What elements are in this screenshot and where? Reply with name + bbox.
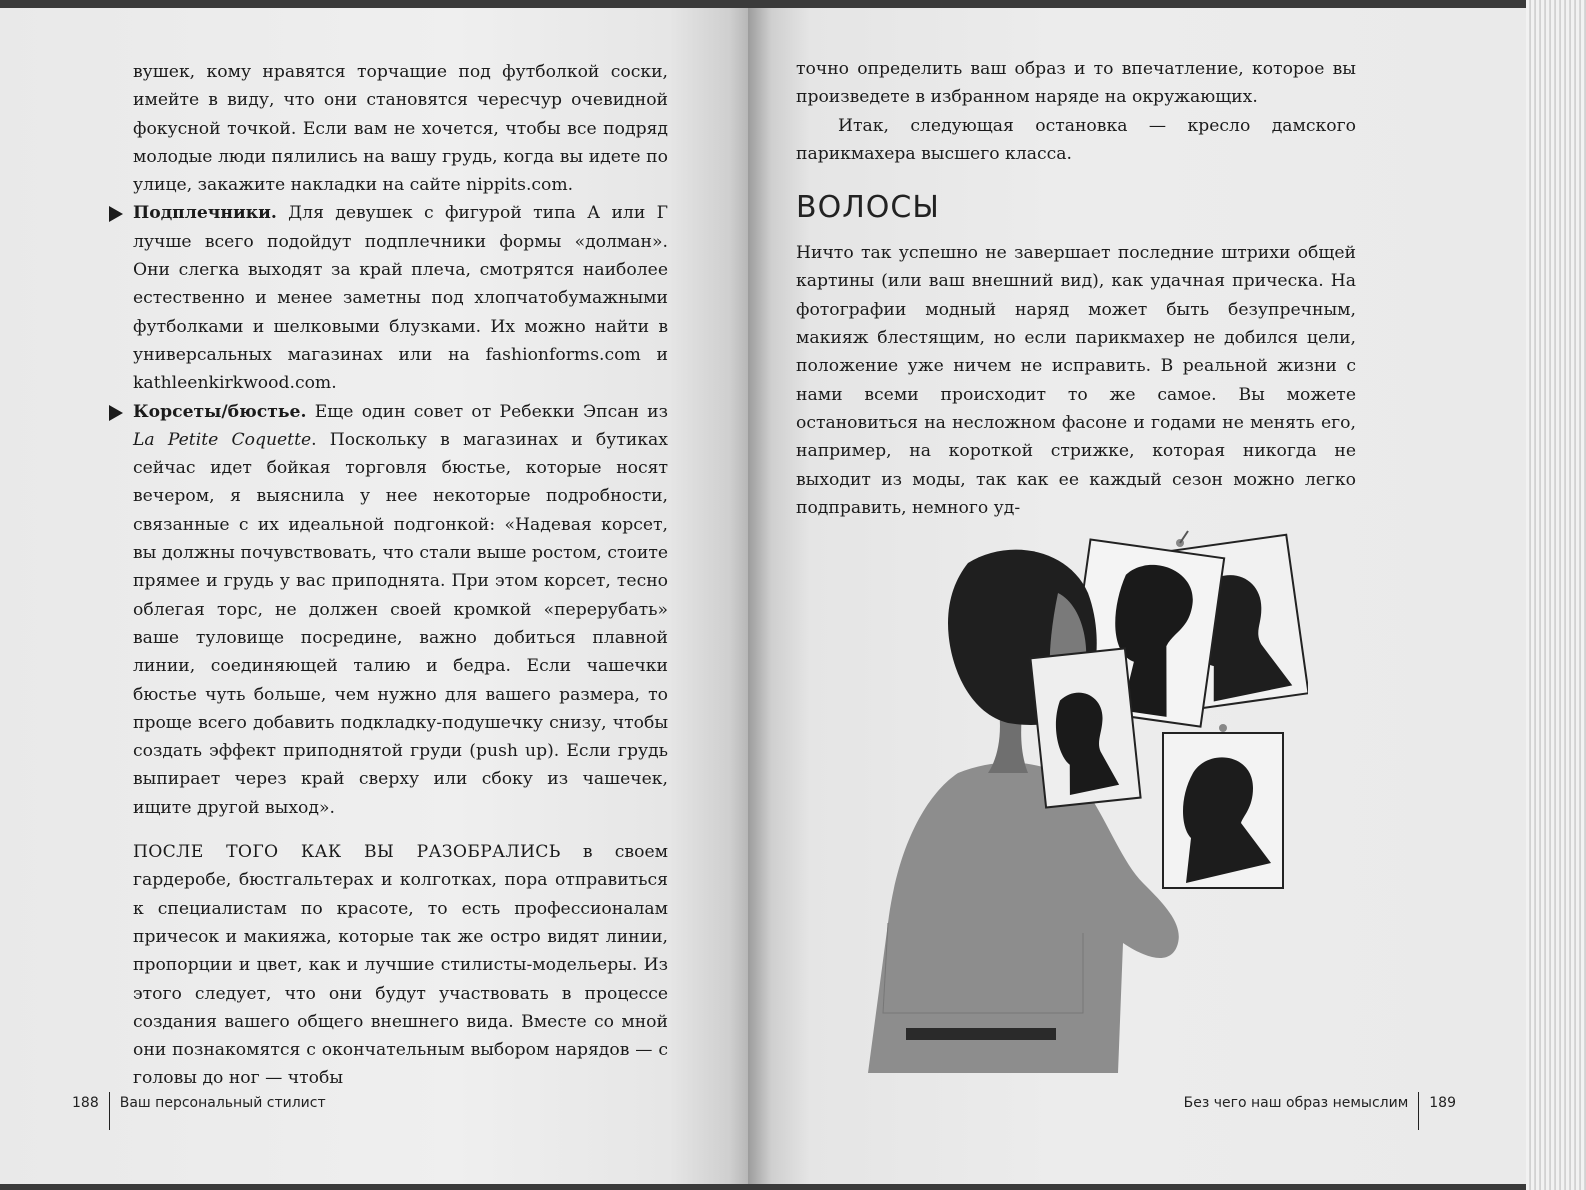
photo-frame-bottom bbox=[1163, 724, 1283, 888]
bullet-italic-name: La Petite Coquette bbox=[133, 429, 312, 450]
bullet-shoulder-pads bbox=[133, 199, 668, 397]
paragraph-text: в своем гардеробе, бюстгальтерах и колготках, пора отправиться к специалистам по красоте, то есть профессионалам причесок и макияжа, которые так же остро видят линии, пропорции и цвет, как и лучшие стилисты-модельеры. Из этого следует, что они будут участвовать в процессе создания вашего общего внешнего вида. Вместе со мной они познакомятся с окончательным выбором нарядов — с головы до ног — чтобы bbox=[133, 842, 668, 1089]
right-paragraph-3: Ничто так успешно не завершает последние штрихи общей картины (или ваш внешний вид), как удачная прическа. На фотографии модный наряд может быть безупречным, макияж блестящим, но если парикмахер не добился цели, положение уже ничем не исправить. В реальной жизни с нами всеми происходит то же самое. Вы можете остановиться на несложном фасоне и годами не менять его, например, на короткой стрижке, которая никогда не выходит из моды, так как ее каждый сезон можно легко подправить, немного уд- bbox=[796, 243, 1356, 518]
bullet-triangle-icon bbox=[109, 405, 123, 421]
bullet-triangle-icon bbox=[109, 206, 123, 222]
left-footer bbox=[72, 1084, 326, 1122]
bullet-text-continued: . Поскольку в магазинах и бутиках сейчас идет бойкая торговля бюстье, которые носят вечером, я выяснила у нее некоторые подробности, связанные с их идеальной подгонкой: «Надевая корсет, вы должны почувствовать, что стали выше ростом, стоите прямее и грудь у вас приподнята. При этом корсет, тесно облегая торс, не должен своей кромкой «перерубать» ваше туловище посредине, важно добиться плавной линии, соединяющей талию и бедра. Если чашечки бюстье чуть больше, чем нужно для вашего размера, то проще всего добавить подкладку-подушечку снизу, чтобы создать эффект приподнятой груди (push up). Если грудь выпирает через край сверху или сбоку из чашечек, ищите другой выход». bbox=[133, 429, 668, 818]
footer-divider bbox=[1418, 1092, 1419, 1130]
photo-frame-held bbox=[1030, 648, 1140, 807]
running-head: Ваш персональный стилист bbox=[119, 1095, 326, 1111]
right-text-column bbox=[796, 55, 1356, 522]
page-number: 188 bbox=[72, 1095, 99, 1111]
section-heading: ВОЛОСЫ bbox=[796, 190, 940, 226]
right-paragraph-2: Итак, следующая остановка — кресло дамского парикмахера высшего класса. bbox=[796, 115, 1356, 164]
left-closing-paragraph bbox=[133, 838, 668, 1093]
bullet-corsets bbox=[133, 398, 668, 822]
footer-divider bbox=[109, 1092, 110, 1130]
paragraph-lead-in: ПОСЛЕ ТОГО КАК ВЫ РАЗОБРАЛИСЬ bbox=[133, 842, 561, 863]
page-number: 189 bbox=[1429, 1095, 1456, 1111]
bullet-title: Подплечники. bbox=[133, 203, 277, 224]
page-block-edges bbox=[1526, 0, 1586, 1190]
bullet-title: Корсеты/бюстье. bbox=[133, 401, 307, 422]
running-head: Без чего наш образ немыслим bbox=[1183, 1095, 1409, 1111]
bullet-text: Для девушек с фигурой типа А или Г лучше всего подойдут подплечники формы «долман». Они слегка выходят за край плеча, смотрятся наиболее естественно и менее заметны под хлопчатобумажными футболками и шелковыми блузками. Их можно найти в универсальных магазинах или на fashionforms.com и kathleenkirkwood.com. bbox=[133, 203, 668, 394]
left-intro-paragraph: вушек, кому нравятся торчащие под футболкой соски, имейте в виду, что они становятся чересчур очевидной фокусной точкой. Если вам не хочется, чтобы все подряд молодые люди пялились на вашу грудь, когда вы идете по улице, закажите накладки на сайте nippits.com. bbox=[133, 62, 668, 196]
bullet-text: Еще один совет от Ребекки Эпсан из bbox=[306, 401, 668, 422]
right-paragraph-1: точно определить ваш образ и то впечатление, которое вы произведете в избранном наряде на окружающих. bbox=[796, 59, 1356, 108]
woman-with-hairstyle-photos-illustration bbox=[848, 523, 1308, 1073]
left-page bbox=[0, 8, 760, 1184]
right-page bbox=[748, 8, 1526, 1184]
left-text-column bbox=[133, 58, 668, 1093]
right-footer bbox=[1184, 1084, 1456, 1122]
